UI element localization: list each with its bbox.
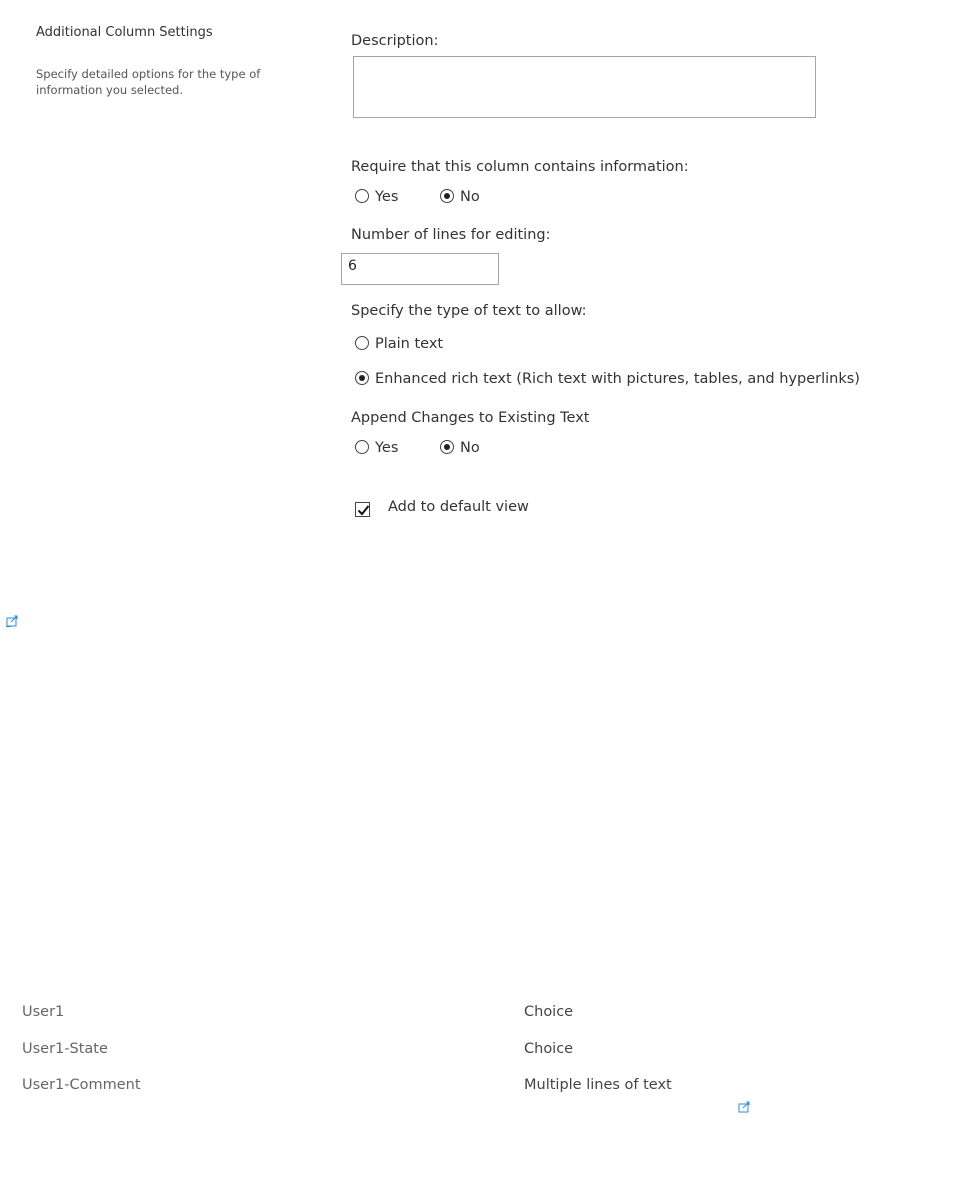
default-view-label: Add to default view xyxy=(388,499,529,515)
append-yes-label: Yes xyxy=(375,440,399,456)
append-yes-option[interactable] xyxy=(355,440,398,456)
enhanced-rich-text-label: Enhanced rich text (Rich text with pictures, tables, and hyperlinks) xyxy=(375,371,860,387)
external-link[interactable] xyxy=(6,612,19,631)
radio-require-no[interactable] xyxy=(440,189,454,203)
column-name-user1-state[interactable]: User1-State xyxy=(22,1041,108,1057)
require-yes-option[interactable] xyxy=(355,189,398,205)
column-type-user1-comment: Multiple lines of text xyxy=(524,1077,672,1093)
column-name-user1-comment[interactable]: User1-Comment xyxy=(22,1077,141,1093)
default-view-checkbox[interactable] xyxy=(355,502,370,517)
enhanced-rich-text-option[interactable] xyxy=(355,371,860,387)
append-no-option[interactable] xyxy=(440,440,480,456)
plain-text-option[interactable] xyxy=(355,336,443,352)
section-description: Specify detailed options for the type of information you selected. xyxy=(36,67,261,97)
description-field[interactable] xyxy=(353,56,816,118)
plain-text-label: Plain text xyxy=(375,336,444,352)
checkmark-icon xyxy=(356,503,371,518)
open-in-new-window-icon xyxy=(738,1101,751,1113)
require-no-label: No xyxy=(460,189,480,205)
radio-enhanced-rich-text[interactable] xyxy=(355,371,369,385)
column-name-user1[interactable]: User1 xyxy=(22,1004,65,1020)
radio-append-no[interactable] xyxy=(440,440,454,454)
require-label: Require that this column contains information: xyxy=(351,159,689,175)
column-type-user1-state: Choice xyxy=(524,1041,574,1057)
append-label: Append Changes to Existing Text xyxy=(351,410,590,426)
append-no-label: No xyxy=(460,440,480,456)
text-type-label: Specify the type of text to allow: xyxy=(351,303,587,319)
radio-append-yes[interactable] xyxy=(355,440,369,454)
require-no-option[interactable] xyxy=(440,189,480,205)
external-link-bottom[interactable] xyxy=(738,1098,751,1117)
link-underline xyxy=(6,626,11,627)
radio-require-yes[interactable] xyxy=(355,189,369,203)
lines-input[interactable]: 6 xyxy=(341,253,499,285)
radio-plain-text[interactable] xyxy=(355,336,369,350)
require-yes-label: Yes xyxy=(375,189,399,205)
lines-label: Number of lines for editing: xyxy=(351,227,551,243)
column-type-user1: Choice xyxy=(524,1004,574,1020)
section-title: Additional Column Settings xyxy=(36,25,213,40)
description-label: Description: xyxy=(351,33,439,49)
